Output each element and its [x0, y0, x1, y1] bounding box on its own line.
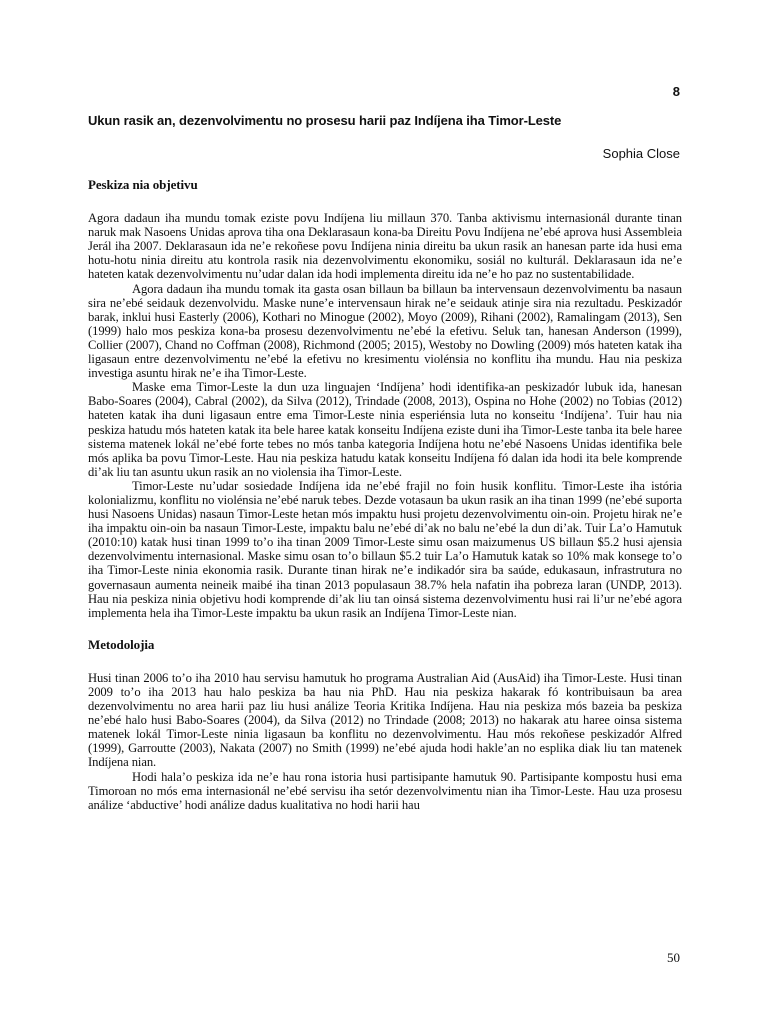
- section-heading-objective: Peskiza nia objetivu: [88, 177, 198, 192]
- section-spacer: [88, 620, 682, 638]
- chapter-title: Ukun rasik an, dezenvolvimentu no prosesu harii paz Indíjena iha Timor-Leste: [88, 113, 562, 128]
- author-name: Sophia Close: [602, 146, 680, 161]
- paragraph: Maske ema Timor-Leste la dun uza linguajen ‘Indíjena’ hodi identifika-an peskizadór lubuk ida, hanesan Babo-Soares (2004), Cabral (2002), da Silva (2012), Trindade (2008, 2013), Ospina no Hohe (2002) no Tobias (2012) hateten katak iha duni ligasaun entre ema Timor-Leste ninia esperiénsia luta no konseitu ‘Indíjena’. Tuir hau nia peskiza hatudu mós hateten katak ita bele haree katak konseitu Indíjena eziste duni iha Timor-Leste tanba ita bele haree sistema matenek lokál ne’ebé forte tebes no mós tanba kategoria Indíjena hotu ne’ebé Nasoens Unidas identifika bele mós aplika ba povu Timor-Leste. Hau nia peskiza hatudu katak konseitu Indíjena fó dalan ida hodi ita bele komprende di’ak liu tan asuntu ukun rasik an no violensia iha Timor-Leste.: [88, 380, 682, 479]
- chapter-number: 8: [672, 84, 680, 99]
- paragraph: Timor-Leste nu’udar sosiedade Indíjena ida ne’ebé frajil no foin husik konflitu. Timor-Leste iha istória kolonializmu, konflitu no violénsia ne’ebé naruk tebes. Dezde votasaun ba ukun rasik an iha tinan 1999 (ne’ebé suporta husi Nasoens Unidas) nasaun Timor-Leste hetan mós impaktu husi projetu dezenvolvimentu oin-oin. Projetu hirak ne’e iha impaktu oin-oin ba nasaun Timor-Leste, impaktu balu ne’ebé di’ak no balu ne’ebé la dun di’ak. Tuir La’o Hamutuk (2010:10) katak husi tinan 1999 to’o iha tinan 2009 Timor-Leste simu osan maizumenus US billaun $5.2 husi ajensia dezenvolvimentu internasional. Maske simu osan to’o billaun $5.2 tuir La’o Hamutuk katak so 10% mak konsege to’o iha Timor-Leste ninia ekonomia rasik. Durante tinan hirak ne’e indikadór sira ba saúde, edukasaun, infrastrutura no governasaun aumenta neineik maibé iha tinan 2013 populasaun 38.7% hela nafatin iha pobreza laran (UNDP, 2013). Hau nia peskiza ninia objetivu hodi komprende di’ak liu tan oinsá sistema dezenvolvimentu husi rai li’ur ne’ebé agora implementa hela iha Timor-Leste impaktu ba ukun rasik an Indíjena Timor-Leste nian.: [88, 478, 682, 620]
- paragraph: Agora dadaun iha mundu tomak ita gasta osan billaun ba billaun ba intervensaun dezenvolvimentu ba nasaun sira ne’ebé seidauk dezenvolvidu. Maske nune’e intervensaun hirak ne’e seidauk atinje sira nia rezultadu. Peskizadór barak, inklui husi Easterly (2006), Kothari no Minogue (2002), Moyo (2009), Rihani (2002), Ramalingam (2013), Sen (1999) halo mos peskiza kona-ba prosesu dezenvolvimentu ne’ebé la efetivu. Seluk tan, hanesan Anderson (1999), Collier (2007), Chand no Coffman (2008), Richmond (2005; 2015), Westoby no Dowling (2009) mós hateten katak iha ligasaun entre dezenvolvimentu ne’ebé la efetivu no kresimentu violénsia no konflitu iha mundu. Hau nia peskiza investiga asuntu hirak ne’e iha Timor-Leste.: [88, 281, 682, 381]
- section-heading-methodology: Metodolojia: [88, 636, 155, 652]
- paragraph: Agora dadaun iha mundu tomak eziste povu Indíjena liu millaun 370. Tanba aktivismu internasionál durante tinan naruk mak Nasoens Unidas aprova tiha ona Deklarasaun kona-ba Direitu Povu Indíjena ne’ebé aprova husi Assembleia Jerál iha 2007. Deklarasaun ida ne’e rekoñese povu Indíjena ninia direitu ba ukun rasik an hanesan parte ida husi ema hotu-hotu ninia direitu atu kontrola rasik nia dezenvolvimentu ekonomiku, sosiál no kulturál. Deklarasaun ida ne’e hateten katak dezenvolvimentu nu’udar dalan ida hodi implementa direitu ida ne’e ho paz no sustentabilidade.: [88, 211, 682, 282]
- body-content: [88, 178, 682, 812]
- paragraph: Husi tinan 2006 to’o iha 2010 hau servisu hamutuk ho programa Australian Aid (AusAid) iha Timor-Leste. Husi tinan 2009 to’o iha 2013 hau halo peskiza ba hau nia PhD. Hau nia peskiza hakarak fó kontribuisaun ba area dezenvolvimentu no area harii paz liu husi análize Teoria Kritika Indíjena. Hau nia peskiza mós bazeia ba peskiza ne’ebé halo husi Babo-Soares (2004), da Silva (2012) no Trindade (2008; 2013) no hakarak atu haree oinsa sistema matenek lokál Timor-Leste ninia ligasaun ba konflitu no dezenvolvimentu. Hau mós rekoñese peskizadór Alfred (1999), Garroutte (2003), Nakata (2007) no Smith (1999) ne’ebé ajuda hodi hakle’an no esplika diak liu tan matenek Indíjena nian.: [88, 670, 682, 770]
- page-number: 50: [667, 950, 680, 965]
- paragraph: Hodi hala’o peskiza ida ne’e hau rona istoria husi partisipante hamutuk 90. Partisipante kompostu husi ema Timoroan no mós ema internasionál ne’ebé servisu iha setór dezenvolvimentu nian iha Timor-Leste. Hau uza prosesu análize ‘abductive’ hodi análize dadus kualitativa no hodi harii hau: [88, 769, 682, 812]
